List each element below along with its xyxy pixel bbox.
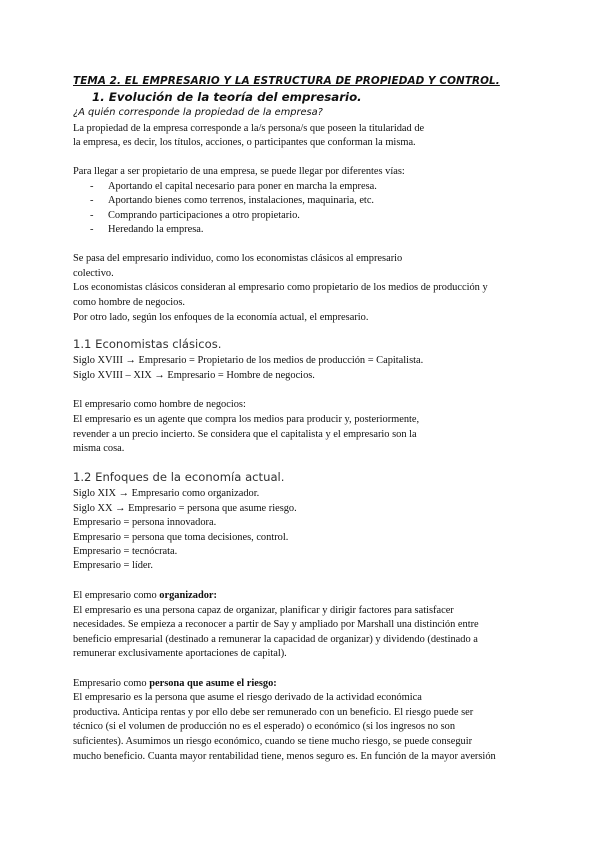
bullet-marker: - xyxy=(90,195,94,206)
organizer-label: organizador: xyxy=(159,590,217,601)
paragraph-line: técnico (si el volumen de producción no es el esperado) o económico (si los ingresos no son xyxy=(73,721,456,732)
paragraph-line: Se pasa del empresario individuo, como los economistas clásicos al empresario xyxy=(73,253,403,264)
paragraph-line: Empresario = tecnócrata. xyxy=(73,546,178,557)
section-1-2-heading: 1.2 Enfoques de la economía actual. xyxy=(73,470,285,484)
bullet-marker: - xyxy=(90,181,94,192)
paragraph-line: El empresario es una persona capaz de organizar, planificar y dirigir factores para satisfacer xyxy=(73,605,454,616)
paragraph-line xyxy=(73,589,217,602)
list-item: Aportando bienes como terrenos, instalaciones, maquinaria, etc. xyxy=(108,195,375,206)
risk-label: persona que asume el riesgo: xyxy=(149,678,277,689)
paragraph-line: la empresa, es decir, los títulos, acciones, o participantes que conforman la misma. xyxy=(73,137,416,148)
paragraph-line: colectivo. xyxy=(73,268,114,279)
list-item: Aportando el capital necesario para poner en marcha la empresa. xyxy=(108,181,377,192)
paragraph-line: Siglo XX → Empresario = persona que asume riesgo. xyxy=(73,503,297,514)
paragraph-line: Para llegar a ser propietario de una empresa, se puede llegar por diferentes vías: xyxy=(73,166,405,177)
paragraph-line: como hombre de negocios. xyxy=(73,297,185,308)
section-1-heading: 1. Evolución de la teoría del empresario. xyxy=(92,90,362,104)
paragraph-line: suficientes). Asumimos un riesgo económico, cuando se tiene mucho riesgo, se puede conseguir xyxy=(73,736,473,747)
paragraph-line: necesidades. Se empieza a reconocer a partir de Say y ampliado por Marshall una distinción entre xyxy=(73,619,479,630)
paragraph-line: Siglo XVIII – XIX → Empresario = Hombre de negocios. xyxy=(73,370,315,381)
paragraph-line: Los economistas clásicos consideran al empresario como propietario de los medios de producción y xyxy=(73,282,488,293)
paragraph-line: Siglo XIX → Empresario como organizador. xyxy=(73,488,260,499)
risk-prefix: Empresario como xyxy=(73,678,150,689)
paragraph-line: productiva. Anticipa rentas y por ello debe ser remunerado con un beneficio. El riesgo puede ser xyxy=(73,707,474,718)
paragraph-line: La propiedad de la empresa corresponde a la/s persona/s que poseen la titularidad de xyxy=(73,123,425,134)
paragraph-line: remunerar exclusivamente aportaciones de capital). xyxy=(73,648,287,659)
organizer-prefix: El empresario como xyxy=(73,590,160,601)
paragraph-line: Empresario = líder. xyxy=(73,560,154,571)
paragraph-line: mucho beneficio. Cuanta mayor rentabilidad tiene, menos seguro es. En función de la mayor aversión xyxy=(73,751,496,762)
paragraph-line: misma cosa. xyxy=(73,443,125,454)
paragraph-line: Empresario = persona que toma decisiones, control. xyxy=(73,532,289,543)
list-item: Heredando la empresa. xyxy=(108,224,204,235)
paragraph-line: Empresario = persona innovadora. xyxy=(73,517,217,528)
section-1-1-heading: 1.1 Economistas clásicos. xyxy=(73,337,222,351)
paragraph-line: Por otro lado, según los enfoques de la economía actual, el empresario. xyxy=(73,312,369,323)
paragraph-line: El empresario es un agente que compra los medios para producir y, posteriormente, xyxy=(73,414,420,425)
section-1-question: ¿A quién corresponde la propiedad de la empresa? xyxy=(73,107,323,118)
paragraph-line xyxy=(73,677,277,690)
paragraph-line: El empresario como hombre de negocios: xyxy=(73,399,246,410)
paragraph-line: Siglo XVIII → Empresario = Propietario de los medios de producción = Capitalista. xyxy=(73,355,424,366)
bullet-marker: - xyxy=(90,224,94,235)
paragraph-line: beneficio empresarial (destinado a remunerar la capacidad de organizar) y dividendo (destinado a xyxy=(73,634,478,645)
paragraph-line: revender a un precio incierto. Se considera que el capitalista y el empresario son la xyxy=(73,429,417,440)
document-title: TEMA 2. EL EMPRESARIO Y LA ESTRUCTURA DE PROPIEDAD Y CONTROL. xyxy=(73,75,500,87)
paragraph-line: El empresario es la persona que asume el riesgo derivado de la actividad económica xyxy=(73,692,422,703)
list-item: Comprando participaciones a otro propietario. xyxy=(108,210,300,221)
bullet-marker: - xyxy=(90,210,94,221)
